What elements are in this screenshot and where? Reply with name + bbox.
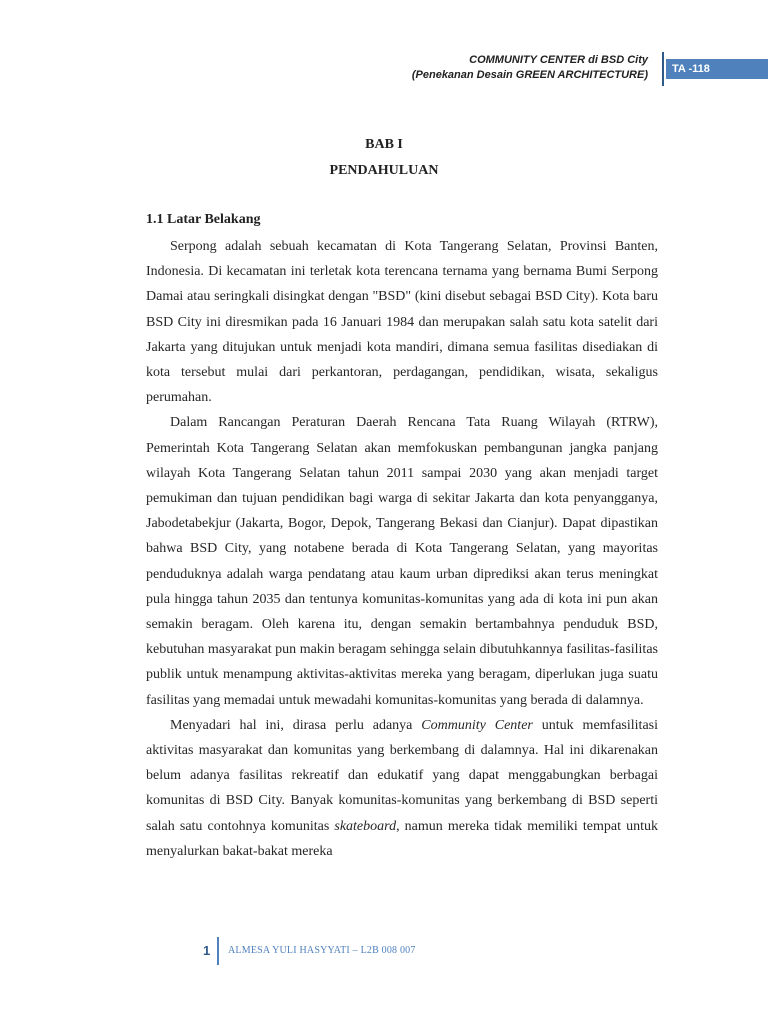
paragraph-1: Serpong adalah sebuah kecamatan di Kota Tangerang Selatan, Provinsi Banten, Indonesia. Di kecamatan ini terletak kota terencana ternama yang bernama Bumi Serpong Damai atau seringkali disingkat dengan "BSD" (kini disebut sebagai BSD City). Kota baru BSD City ini diresmikan pada 16 Januari 1984 dan merupakan salah satu kota satelit dari Jakarta yang ditujukan untuk menjadi kota mandiri, dimana semua fasilitas disediakan di kota tersebut mulai dari perkantoran, perdagangan, pendidikan, wisata, sekaligus perumahan.	[146, 239, 658, 406]
section-heading: 1.1 Latar Belakang	[146, 212, 261, 227]
community-center-term: Community Center	[421, 717, 533, 733]
body-text	[146, 234, 658, 864]
skateboard-term: skateboard	[334, 818, 397, 834]
chapter-number: BAB I	[365, 137, 403, 152]
footer-divider	[217, 937, 219, 965]
page-number: 1	[203, 943, 211, 958]
header-subtitle: (Penekanan Desain GREEN ARCHITECTURE)	[411, 69, 648, 81]
footer-author: ALMESA YULI HASYYATI – L2B 008 007	[228, 945, 416, 956]
header-divider	[662, 52, 664, 86]
header-title: COMMUNITY CENTER di BSD City	[469, 54, 648, 66]
paragraph-3-part-2: untuk memfasilitasi aktivitas masyarakat dan komunitas yang berkembang di dalamnya. Hal ini dikarenakan belum adanya fasilitas rekreatif dan edukatif yang dapat menggabungkan berbagai komunitas di BSD City. Banyak komunitas-komunitas yang berkembang di BSD seperti salah satu contohnya komunitas	[146, 717, 658, 834]
paragraph-2: Dalam Rancangan Peraturan Daerah Rencana Tata Ruang Wilayah (RTRW), Pemerintah Kota Tangerang Selatan akan memfokuskan pembangunan jangka panjang wilayah Kota Tangerang Selatan tahun 2011 sampai 2030 yang akan menjadi target pemukiman dan tujuan pendidikan bagi warga di sekitar Jakarta dan kota penyangganya, Jabodetabekjur (Jakarta, Bogor, Depok, Tangerang Bekasi dan Cianjur). Dapat dipastikan bahwa BSD City, yang notabene berada di Kota Tangerang Selatan, yang mayoritas penduduknya adalah warga pendatang atau kaum urban diprediksi akan terus meningkat pula hingga tahun 2035 dan tentunya komunitas-komunitas yang ada di kota ini pun akan semakin beragam. Oleh karena itu, dengan semakin bertambahnya penduduk BSD, kebutuhan masyarakat pun makin beragam sehingga selain dibutuhkannya fasilitas-fasilitas publik untuk menampung aktivitas-aktivitas mereka yang beragam, diperlukan juga suatu fasilitas yang memadai untuk mewadahi komunitas-komunitas yang berada di dalamnya.	[146, 415, 658, 708]
running-header	[412, 53, 648, 83]
paragraph-3	[146, 713, 658, 864]
paragraph-3-part-3: , namun mereka tidak memiliki tempat untuk menyalurkan bakat-bakat mereka	[146, 818, 659, 859]
paragraph-3-part-1: Menyadari hal ini, dirasa perlu adanya	[170, 717, 422, 733]
document-code-badge: TA -118	[666, 59, 768, 79]
chapter-title: PENDAHULUAN	[329, 163, 439, 178]
